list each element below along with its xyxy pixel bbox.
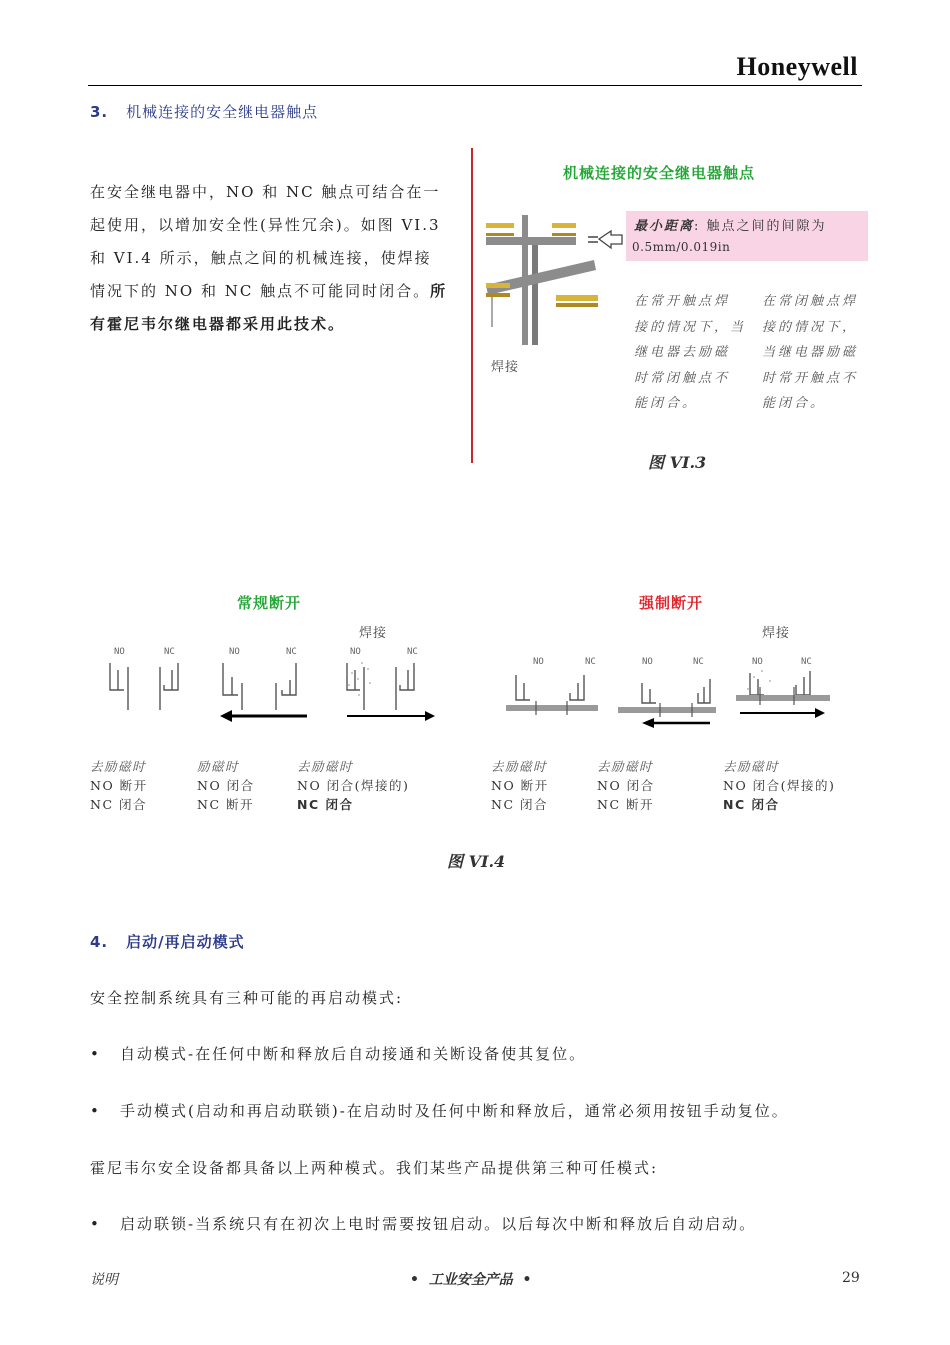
bullet-dot: • <box>90 1045 101 1063</box>
fig4-state-col <box>597 757 655 814</box>
state-bold: NC 闭合 <box>723 797 780 812</box>
footer-bullet: • <box>410 1272 429 1288</box>
list-item <box>90 1213 756 1234</box>
state-line: NO 断开 <box>90 778 148 793</box>
fig3-caption: 图 VI.3 <box>648 453 707 472</box>
contact-no-label: NO <box>229 647 240 657</box>
state-line: NC 断开 <box>597 797 654 812</box>
para-line: 和 VI.4 所示，触点之间的机械连接，使焊接 <box>90 249 432 267</box>
fig3-note-no-welded <box>634 289 746 417</box>
list-item <box>90 1043 586 1064</box>
section-3-number: 3. <box>90 103 109 121</box>
section-3-heading: 机械连接的安全继电器触点 <box>126 103 319 121</box>
para-line-text: 情况下的 NO 和 NC 触点不可能同时闭合。 <box>90 282 431 300</box>
contact-nc-label: NC <box>693 657 704 667</box>
section-4-number: 4. <box>90 933 109 951</box>
state-head: 去励磁时 <box>90 759 147 774</box>
note-line: 在常闭触点焊 <box>762 294 859 309</box>
section-4-title <box>90 931 245 952</box>
contact-no-label: NO <box>533 657 544 667</box>
state-line: NO 闭合(焊接的) <box>723 778 836 793</box>
state-head: 励磁时 <box>197 759 240 774</box>
state-line: NC 闭合 <box>491 797 548 812</box>
para-line <box>90 275 462 308</box>
state-head: 去励磁时 <box>723 759 780 774</box>
fig3-weld-label: 焊接 <box>491 360 520 375</box>
fig4-state-col <box>90 757 148 814</box>
fig4-right-weld-label: 焊接 <box>762 626 791 641</box>
note-line: 时常闭触点不 <box>634 370 731 386</box>
footer-left: 说明 <box>90 1272 118 1288</box>
fig3-note-nc-welded <box>762 289 858 417</box>
state-head: 去励磁时 <box>491 759 548 774</box>
fig4-state-col <box>491 757 549 814</box>
bullet-text: 手动模式(启动和再启动联锁)-在启动时及任何中断和释放后，通常必须用按钮手动复位。 <box>120 1102 789 1120</box>
contact-no-label: NO <box>114 647 125 657</box>
fig4-forced-break-diagram <box>500 665 840 735</box>
fig4-caption: 图 VI.4 <box>447 852 506 871</box>
fig4-state-col <box>197 757 255 814</box>
section-3-paragraph <box>90 176 462 341</box>
contact-nc-label: NC <box>286 647 297 657</box>
callout-text: : 触点之间的间隙为 <box>694 219 827 234</box>
footer-center <box>410 1269 531 1289</box>
page-number: 29 <box>842 1270 860 1286</box>
list-item <box>90 1100 789 1121</box>
fig4-state-col <box>723 757 835 814</box>
section-4-paragraph: 霍尼韦尔安全设备都具备以上两种模式。我们某些产品提供第三种可任模式: <box>90 1159 659 1177</box>
state-bold: NC 闭合 <box>297 797 354 812</box>
section-4-intro: 安全控制系统具有三种可能的再启动模式: <box>90 989 404 1007</box>
fig4-left-title: 常规断开 <box>237 594 302 612</box>
contact-nc-label: NC <box>407 647 418 657</box>
header-rule <box>88 85 862 86</box>
state-head: 去励磁时 <box>297 759 354 774</box>
relay-contact-diagram <box>484 215 624 345</box>
note-line: 接的情况下， <box>762 319 859 335</box>
fig4-right-title: 强制断开 <box>639 594 704 612</box>
para-bold-line: 有霍尼韦尔继电器都采用此技术。 <box>90 315 346 333</box>
para-line: 起使用，以增加安全性(异性冗余)。如图 VI.3 <box>90 216 441 234</box>
note-line: 接的情况下，当 <box>634 319 747 335</box>
note-line: 在常开触点焊 <box>634 294 731 309</box>
contact-nc-label: NC <box>801 657 812 667</box>
bullet-text: 自动模式-在任何中断和释放后自动接通和关断设备使其复位。 <box>120 1045 587 1063</box>
contact-no-label: NO <box>752 657 763 667</box>
note-line: 继电器去励磁 <box>634 345 731 360</box>
fig4-left-weld-label: 焊接 <box>359 626 388 641</box>
para-bold-tail: 所 <box>430 282 448 300</box>
state-line-bold <box>723 795 835 814</box>
contact-nc-label: NC <box>164 647 175 657</box>
fig4-state-col <box>297 757 409 814</box>
contact-no-label: NO <box>350 647 361 657</box>
state-line: NO 断开 <box>491 778 549 793</box>
note-line: 时常开触点不 <box>762 370 859 386</box>
callout-line-2: 0.5mm/0.019in <box>632 240 731 254</box>
note-line: 能闭合。 <box>762 396 827 411</box>
min-distance-callout <box>626 211 868 261</box>
para-line-bold <box>90 308 462 341</box>
state-line: NO 闭合 <box>197 778 255 793</box>
note-line: 当继电器励磁 <box>762 345 859 360</box>
bullet-dot: • <box>90 1215 101 1233</box>
state-line-bold <box>297 795 409 814</box>
fig4-normal-break-diagram <box>100 655 445 730</box>
contact-no-label: NO <box>642 657 653 667</box>
contact-nc-label: NC <box>585 657 596 667</box>
section-4-heading: 启动/再启动模式 <box>126 933 245 951</box>
callout-label: 最小距离 <box>634 219 695 234</box>
brand-logo: Honeywell <box>736 52 858 81</box>
fig3-title: 机械连接的安全继电器触点 <box>563 164 756 182</box>
section-3-title <box>90 101 318 122</box>
note-line: 能闭合。 <box>634 396 699 411</box>
state-line: NC 断开 <box>197 797 254 812</box>
state-line: NC 闭合 <box>90 797 147 812</box>
state-line: NO 闭合(焊接的) <box>297 778 410 793</box>
state-head: 去励磁时 <box>597 759 654 774</box>
bullet-dot: • <box>90 1102 101 1120</box>
para-line: 在安全继电器中，NO 和 NC 触点可结合在一 <box>90 183 441 201</box>
bullet-text: 启动联锁-当系统只有在初次上电时需要按钮启动。以后每次中断和释放后自动启动。 <box>120 1215 757 1233</box>
figure-divider <box>471 148 473 463</box>
footer-bullet: • <box>512 1272 532 1288</box>
state-line: NO 闭合 <box>597 778 655 793</box>
callout-line-1 <box>634 215 827 234</box>
footer-center-text: 工业安全产品 <box>428 1272 513 1288</box>
